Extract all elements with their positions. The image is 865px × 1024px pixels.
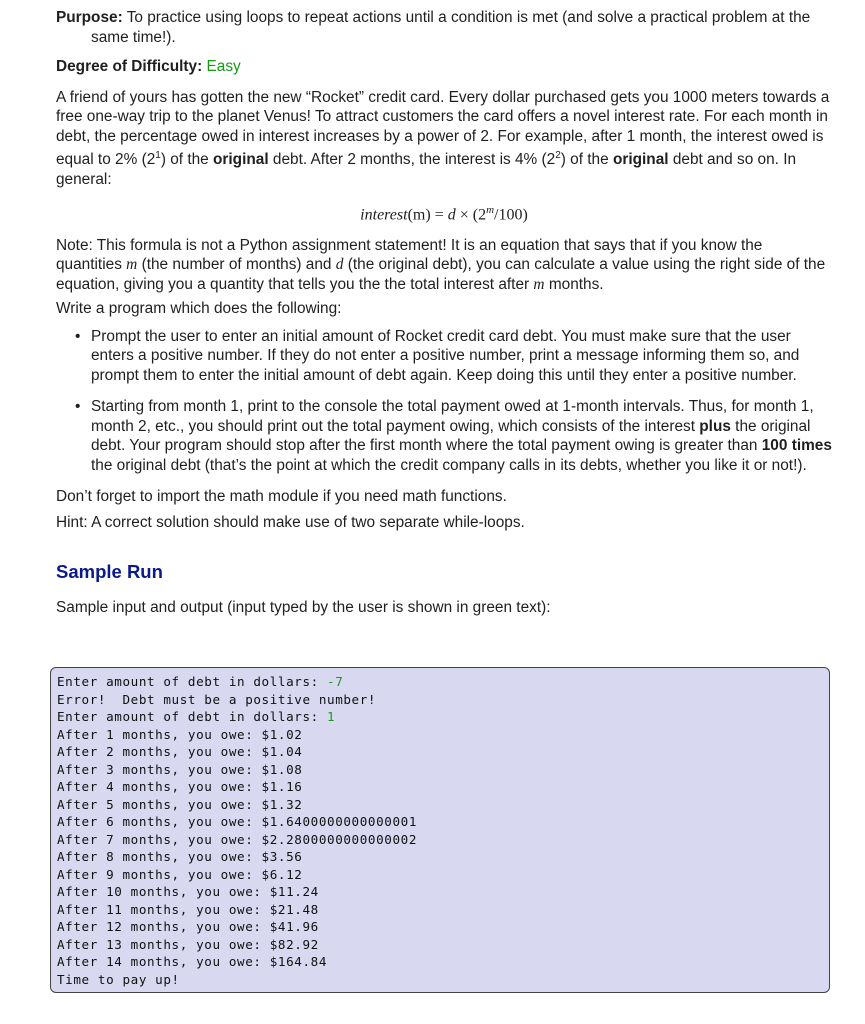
formula-times: × (2 [455,206,487,224]
formula-lhs-arg: (m) [407,206,431,224]
note-text-4: months. [544,275,604,293]
intro-text-3: debt. After 2 months, the interest is 4% ( [268,151,547,169]
difficulty-line [56,57,832,77]
assignment-document [56,8,832,618]
write-intro: Write a program which does the following: [56,300,342,318]
formula-d: d [447,206,456,224]
intro-exp1-sup: 1 [155,150,161,161]
console-output-line: After 11 months, you owe: $21.48 [57,901,319,917]
note-var-m: m [126,256,138,274]
bullet-glyph: • [75,327,81,345]
note-var-d: d [335,256,344,274]
note-text-1: Note: This formula is not a Python assignment statement! It is an equation that says that if you know the quantities [56,236,763,274]
console-output-line: After 13 months, you owe: $82.92 [57,936,319,952]
console-prompt: Enter amount of debt in dollars: [57,674,328,689]
requirement-text-1: Prompt the user to enter an initial amount of Rocket credit card debt. You must make sure that the user enters a positive number. If they do not enter a positive number, print a message informing them so, and prompt them to enter the initial amount of debt again. Keep doing this until they enter a positive number. [91,327,800,384]
note-paragraph [56,236,832,295]
console-output-line: After 2 months, you owe: $1.04 [57,744,303,759]
console-output-line: After 5 months, you owe: $1.32 [57,796,303,812]
console-user-input: 1 [327,709,336,724]
sample-run-heading: Sample Run [56,561,163,583]
intro-text-5: debt and so on. In general: [56,151,797,188]
intro-exp2-sup: 2 [555,150,561,161]
intro-text-4: ) of the [560,151,613,169]
bullet-glyph: • [75,398,81,416]
intro-text-2: ) of the [160,151,214,169]
requirement-item-2 [75,397,832,475]
requirements-list [56,327,832,476]
console-prompt-line [57,673,829,691]
console-output-line: After 1 months, you owe: $1.02 [57,726,303,742]
console-output-line: After 14 months, you owe: $164.84 [57,954,328,969]
difficulty-label: Degree of Difficulty: [56,58,203,75]
console-output-line: After 7 months, you owe: $2.2800000000000002 [57,831,418,847]
console-output-line: After 6 months, you owe: $1.6400000000000001 [57,814,418,829]
purpose-paragraph [56,8,832,47]
difficulty-value: Easy [206,58,241,75]
console-prompt: Enter amount of debt in dollars: [57,709,328,724]
console-user-input: -7 [327,674,344,689]
console-output-line: After 10 months, you owe: $11.24 [57,884,319,899]
interest-formula [56,201,832,225]
intro-exp2-base: 2 [546,151,556,169]
console-output-box [50,667,830,993]
requirement-item-1 [75,327,832,386]
intro-bold-original-1: original [213,151,269,169]
intro-exp1-base: 2 [146,151,156,169]
requirement-bold-100-times: 100 times [761,437,832,455]
console-prompt-line [57,708,829,726]
requirement-bold-plus: plus [699,417,731,435]
console-output-line: After 4 months, you owe: $1.16 [57,779,303,794]
intro-paragraph [56,88,832,190]
purpose-label: Purpose: [56,9,123,26]
purpose-text: To practice using loops to repeat actions until a condition is met (and solve a practical problem at the same time!). [91,9,811,46]
formula-rest: /100) [494,206,528,224]
intro-bold-original-2: original [612,151,669,169]
note-text-2: (the number of months) and [137,256,336,274]
console-output-line: After 9 months, you owe: $6.12 [57,866,303,882]
console-output-line: After 3 months, you owe: $1.08 [57,761,303,777]
sample-run-intro: Sample input and output (input typed by the user is shown in green text): [56,599,551,617]
console-output-line: After 8 months, you owe: $3.56 [57,849,303,864]
dont-forget-note: Don’t forget to import the math module if you need math functions. [56,488,507,506]
hint-note: Hint: A correct solution should make use of two separate while-loops. [56,513,525,531]
console-output-line: After 12 months, you owe: $41.96 [57,919,319,934]
intro-text-1: A friend of yours has gotten the new “Rocket” credit card. Every dollar purchased gets you 1000 meters towards a free one-way trip to the planet Venus! To attract customers the card offers a novel interest rate. For each month in debt, the percentage owed in interest increases by a power of 2. For example, after 1 month, the interest owed is equal to 2% ( [56,88,830,169]
formula-exponent: m [486,204,495,217]
requirement-text-2a: Starting from month 1, print to the console the total payment owed at 1-month intervals. Thus, for month 1, month 2, etc., you should print out the total payment owing, which consists of the interest [91,398,814,435]
console-error-line: Error! Debt must be a positive number! [57,691,377,707]
note-var-m-2: m [533,275,545,293]
formula-lhs: interest [360,206,408,224]
requirement-text-2c: the original debt (that’s the point at which the credit company calls in its debts, whether you like it or not!). [91,456,807,474]
console-final-line: Time to pay up! [57,971,180,987]
note-text-3: (the original debt), you can calculate a value using the right side of the equation, giving you a quantity that tells you the the total interest after [56,256,826,293]
requirement-text-2b: the original debt. Your program should stop after the first month where the total payment owing is greater than [91,417,811,455]
formula-equals: = [430,206,448,224]
